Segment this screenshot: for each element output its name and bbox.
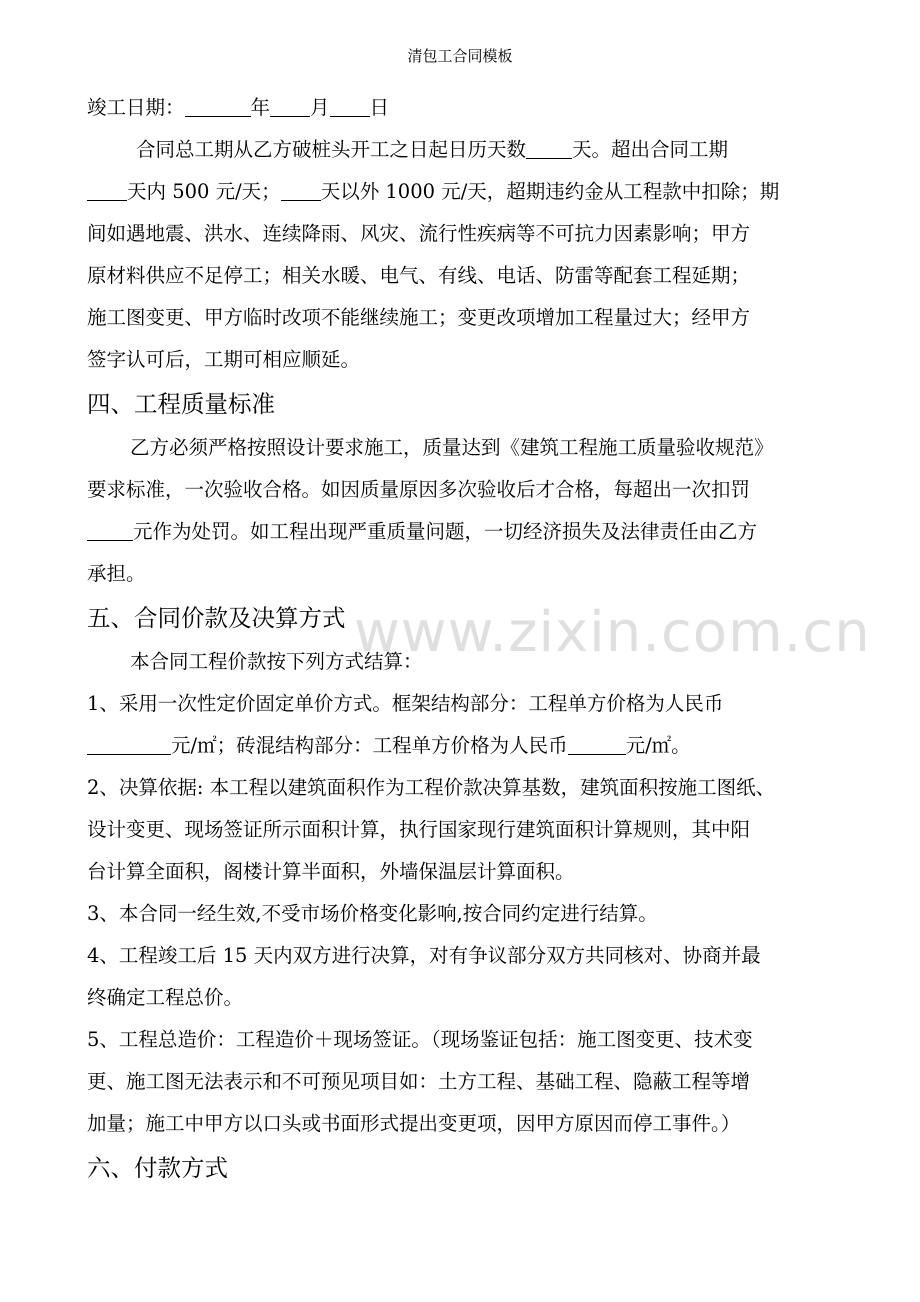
section-heading-payment: 六、付款方式 xyxy=(87,1154,228,1182)
price-paragraph: 本合同工程价款按下列方式结算： 1、采用一次性定价固定单价方式。框架结构部分：工程单方价格为人民币 元/㎡；砖混结构部分：工程单方价格为人民币 元/㎡。 2、决算依据: 本工程以建筑面积作为工程价款决算基数，建筑面积按施工图纸、 设计变更、现场签证所示面积计算，执行国家现行建筑面积计算规则，其中阳 台计算全面积，阁楼计算半面积，外墙保温层计算面积。 3、本合同一经生效,不受市场价格变化影响,按合同约定进行结算。 4、工程竣工后 15 天内双方进行决算，对有争议部分双方共同核对、协商并最 终确定工程总价。 5、工程总造价：工程造价＋现场签证。（现场鉴证包括：施工图变更、技术变 更、施工图无法表示和不可预见项目如：土方工程、基础工程、隐蔽工程等增 加量；施工中甲方以口头或书面形式提出变更项，因甲方原因而停工事件。） xyxy=(87,650,776,1135)
month-blank xyxy=(270,95,310,117)
day-blank xyxy=(330,95,370,117)
section-heading-quality: 四、工程质量标准 xyxy=(87,390,275,418)
penalty-days-blank-2 xyxy=(281,179,321,201)
penalty-days-blank-1 xyxy=(87,179,127,201)
frame-price-blank xyxy=(87,733,171,755)
construction-period-paragraph: 合同总工期从乙方破桩头开工之日起日历天数 天。超出合同工期 天内 500 元/天； 天以外 1000 元/天，超期违约金从工程款中扣除；期 间如遇地震、洪水、连续降雨、风灾、流行性疾病等不可抗力因素影响；甲方 原材料供应不足停工；相关水暖、电气、有线、电话、防雷等配套工程延期； 施工图变更、甲方临时改项不能继续施工；变更改项增加工程量过大；经甲方 签字认可后，工期可相应顺延。 xyxy=(87,138,780,371)
brick-price-blank xyxy=(568,733,626,755)
days-blank xyxy=(526,137,572,159)
year-blank xyxy=(185,95,251,117)
fine-amount-blank xyxy=(87,519,133,541)
section-heading-price: 五、合同价款及决算方式 xyxy=(87,604,346,632)
watermark: www.zixin.com.cn xyxy=(354,600,871,665)
document-body xyxy=(87,87,835,1191)
completion-date-line: 竣工日期： 年 月 日 xyxy=(87,96,390,119)
quality-paragraph: 乙方必须严格按照设计要求施工，质量达到《建筑工程施工质量验收规范》 要求标准，一次验收合格。如因质量原因多次验收后才合格，每超出一次扣罚 元作为处罚。如工程出现严重质量问题，一切经济损失及法律责任由乙方 承担。 xyxy=(87,436,774,585)
page-header: 清包工合同模板 xyxy=(407,47,513,65)
